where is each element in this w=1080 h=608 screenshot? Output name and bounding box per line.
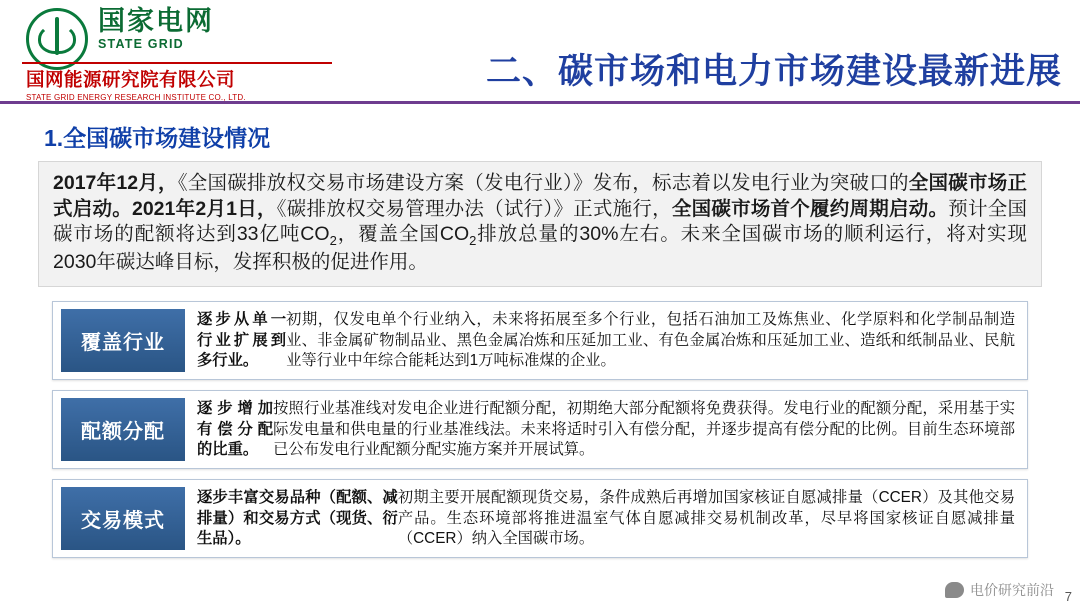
logo-divider [22,62,332,64]
cards-list [52,301,1028,558]
logo-text-group [98,8,214,51]
card-tag-label: 交易模式 [61,487,185,550]
list-item[interactable] [52,390,1028,469]
page-number: 7 [1064,589,1072,604]
card-body-text: 逐步丰富交易品种（配额、减排量）和交易方式（现货、衍生品）。 初期主要开展配额现货交易，条件成熟后再增加国家核证自愿减排量（CCER）及其他交易产品。生态环境部将推进温室气体自愿减排交易机制改革，尽早将国家核证自愿减排量（CCER）纳入全国碳市场。 [197,489,1015,547]
card-body-text: 逐步从单一行业扩展到多行业。 初期，仅发电单个行业纳入，未来将拓展至多个行业，包括石油加工及炼焦业、化学原料和化学制品制造业、非金属矿物制品业、黑色金属冶炼和压延加工业、有色金属冶炼和压延加工业、造纸和纸制品业、民航业等行业中年综合能耗达到1万吨标准煤的企业。 [197,311,1015,369]
institute-name-block [26,66,246,102]
slide-header [0,0,1080,104]
wechat-icon [945,582,964,598]
watermark [945,580,1054,600]
summary-paragraph-text: 2017年12月，《全国碳排放权交易市场建设方案（发电行业）》发布，标志着以发电行业为突破口的全国碳市场正式启动。2021年2月1日，《碳排放权交易管理办法（试行）》正式施行，全国碳市场首个履约周期启动。预计全国碳市场的配额将达到33亿吨$CO_2$，覆盖全国$CO_2$排放总量的30%左右。未来全国碳市场的顺利运行，将对实现2030年碳达峰目标，发挥积极的促进作用。 [53,172,1027,273]
watermark-label: 电价研究前沿 [970,582,1054,598]
institute-name-en: STATE GRID ENERGY RESEARCH INSTITUTE CO., LTD. [26,93,246,102]
state-grid-emblem-icon [26,8,88,70]
slide-title: 二、碳市场和电力市场建设最新进展 [485,52,1062,91]
list-item[interactable] [52,479,1028,558]
list-item[interactable] [52,301,1028,380]
state-grid-logo [26,8,214,70]
logo-company-cn: 国家电网 [98,6,214,36]
summary-paragraph-box [38,161,1042,287]
card-tag-label: 配额分配 [61,398,185,461]
card-body-text: 逐步增加有偿分配的比重。 按照行业基准线对发电企业进行配额分配，初期绝大部分配额将免费获得。发电行业的配额分配，采用基于实际发电量和供电量的行业基准线法。未来将适时引入有偿分配，并逐步提高有偿分配的比例。目前生态环境部已公布发电行业配额分配实施方案并开展试算。 [197,400,1015,458]
institute-name-cn: 国网能源研究院有限公司 [26,69,236,90]
logo-company-en: STATE GRID [98,37,184,51]
section-heading: 1.全国碳市场建设情况 [44,125,271,151]
card-tag-label: 覆盖行业 [61,309,185,372]
